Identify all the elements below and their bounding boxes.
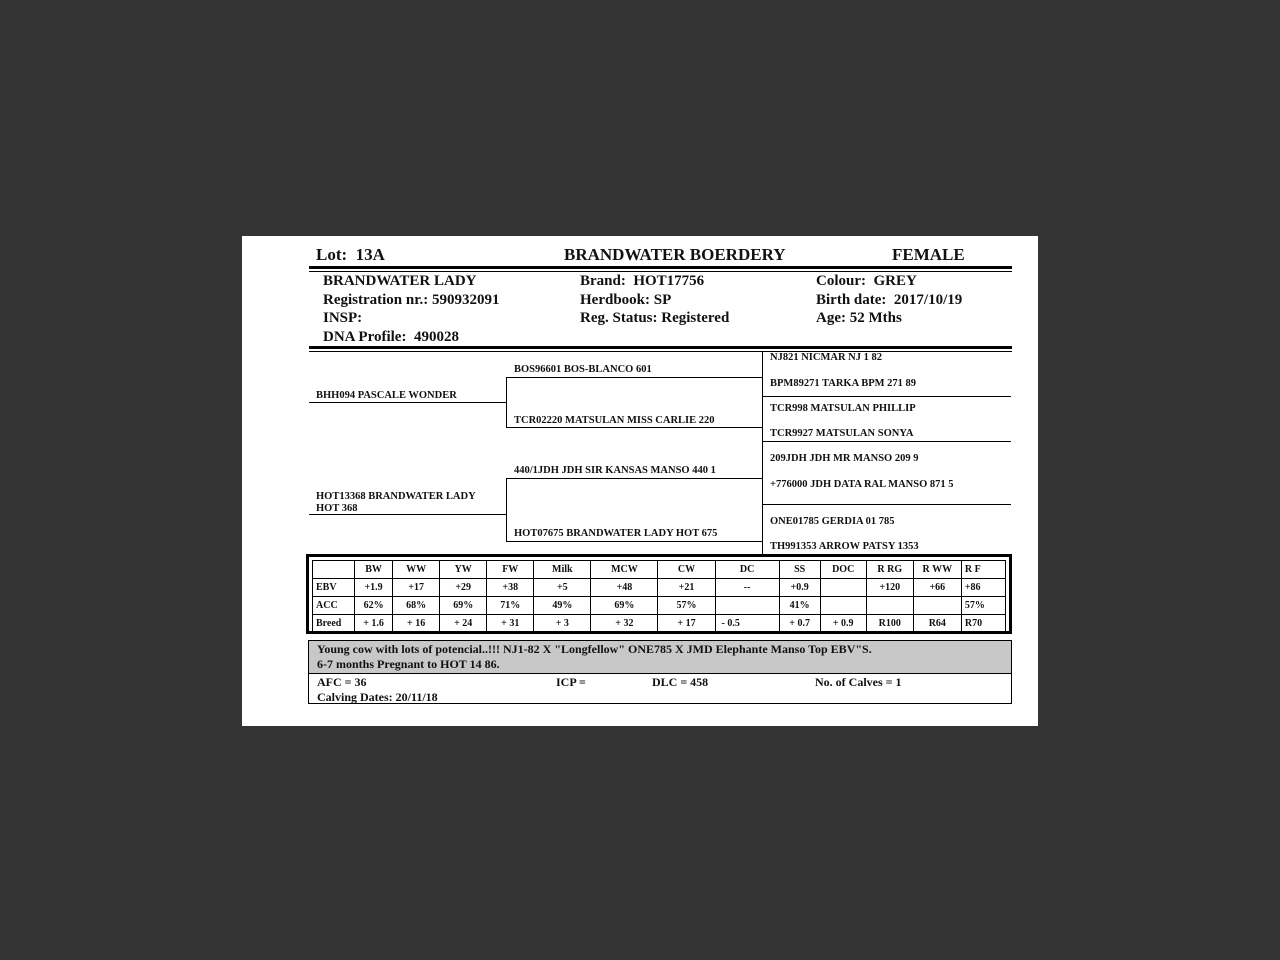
ebv-cell: +21 [658,579,715,597]
animal-info-middle [580,272,729,328]
calving-stats [309,674,1011,704]
breed-cell: + 1.6 [355,615,393,633]
animal-info-right [816,272,962,328]
acc-cell: 57% [658,597,715,615]
calving-dates: Calving Dates: 20/11/18 [317,690,438,704]
ggp-sep-3 [762,504,1011,505]
ebv-col-header: R RG [866,561,913,579]
notes-box [308,640,1012,704]
ebv-col-header: BW [355,561,393,579]
ebv-cell: +66 [913,579,961,597]
ebv-table [312,560,1006,633]
ggp-name: TH991353 ARROW PATSY 1353 [770,541,919,552]
acc-cell: 71% [487,597,534,615]
breed-row-label: Breed [313,615,355,633]
ggp-name: TCR998 MATSULAN PHILLIP [770,403,916,414]
ebv-table-frame [306,554,1012,634]
no-of-calves: No. of Calves = 1 [815,675,902,689]
registration-number: Registration nr.: 590932091 [323,291,500,308]
icp: ICP = [556,675,586,689]
sire-dam-name: TCR02220 MATSULAN MISS CARLIE 220 [514,415,715,426]
ggp-sep-1 [762,396,1011,397]
breed-cell: - 0.5 [715,615,779,633]
ss-line [506,377,762,378]
ebv-col-header: YW [440,561,487,579]
acc-cell [913,597,961,615]
ds-line [506,478,762,479]
ebv-cell: +48 [591,579,658,597]
breed-cell: + 24 [440,615,487,633]
breed-cell: R100 [866,615,913,633]
ebv-col-header: WW [393,561,440,579]
brand: Brand: HOT17756 [580,273,705,289]
breed-cell: + 16 [393,615,440,633]
insp: INSP: [323,310,363,326]
dna-profile: DNA Profile: 490028 [323,328,459,345]
ebv-cell: +29 [440,579,487,597]
acc-row-label: ACC [313,597,355,615]
sire-name: BHH094 PASCALE WONDER [316,390,457,401]
breed-cell: + 0.7 [779,615,820,633]
lot-value: 13A [355,245,385,264]
dam-bracket [506,478,507,542]
dam-name: HOT13368 BRANDWATER LADY HOT 368 [316,491,476,514]
herdbook: Herdbook: SP [580,291,672,308]
sex-label: FEMALE [892,245,965,264]
animal-name: BRANDWATER LADY [323,273,477,289]
acc-cell: 41% [779,597,820,615]
dam-dam-name: HOT07675 BRANDWATER LADY HOT 675 [514,528,718,539]
info-rule [309,346,1012,349]
ggp-divider [762,352,763,556]
ebv-cell: +1.9 [355,579,393,597]
ebv-col-header: DC [715,561,779,579]
ebv-cell: +86 [961,579,1005,597]
breed-cell: + 17 [658,615,715,633]
dam-sire-name: 440/1JDH JDH SIR KANSAS MANSO 440 1 [514,465,716,476]
sire-sire-name: BOS96601 BOS-BLANCO 601 [514,364,652,375]
ebv-col-header: R WW [913,561,961,579]
acc-cell: 69% [440,597,487,615]
ggp-name: NJ821 NICMAR NJ 1 82 [770,352,882,363]
breed-cell: + 32 [591,615,658,633]
acc-cell: 57% [961,597,1005,615]
ebv-col-header: CW [658,561,715,579]
afc: AFC = 36 [317,675,367,689]
reg-status: Reg. Status: Registered [580,310,730,326]
acc-cell: 68% [393,597,440,615]
ebv-cell: +17 [393,579,440,597]
acc-cell [866,597,913,615]
breed-cell: + 3 [534,615,591,633]
ebv-cell: +120 [866,579,913,597]
ggp-sep-2 [762,441,1011,442]
ebv-cell: -- [715,579,779,597]
breed-row [313,615,1006,633]
animal-info-left [323,272,500,346]
breeder-name: BRANDWATER BOERDERY [564,245,786,264]
comment-box [309,641,1011,674]
lot-number [316,245,385,265]
ebv-col-header: Milk [534,561,591,579]
acc-cell: 69% [591,597,658,615]
ebv-cell: +38 [487,579,534,597]
age: Age: 52 Mths [816,310,902,326]
acc-row [313,597,1006,615]
birth-date: Birth date: 2017/10/19 [816,291,963,308]
colour: Colour: GREY [816,273,917,289]
ggp-name: 209JDH JDH MR MANSO 209 9 [770,453,919,464]
ebv-cell: +0.9 [779,579,820,597]
breed-cell: + 31 [487,615,534,633]
ebv-col-header: SS [779,561,820,579]
header-rule [309,266,1012,269]
ebv-col-header: R F [961,561,1005,579]
ggp-name: BPM89271 TARKA BPM 271 89 [770,378,917,389]
sire-bracket [506,377,507,428]
ebv-col-header: MCW [591,561,658,579]
ebv-header-row [313,561,1006,579]
ebv-col-header: DOC [820,561,866,579]
ebv-row-label: EBV [313,579,355,597]
ggp-name: TCR9927 MATSULAN SONYA [770,428,914,439]
ebv-cell: +5 [534,579,591,597]
breed-cell: R70 [961,615,1005,633]
dd-line [506,541,762,542]
sire-line [309,402,506,403]
ebv-row [313,579,1006,597]
ebv-col-header [313,561,355,579]
dlc: DLC = 458 [652,675,709,689]
comment-line: Young cow with lots of potencial..!!! NJ1-82 X "Longfellow" ONE785 X JMD Elephante Manso Top EBV"S. [317,642,872,656]
pedigree-sheet [242,236,1038,726]
sd-line [506,427,762,428]
lot-label: Lot: [316,245,348,264]
acc-cell [715,597,779,615]
ggp-name: ONE01785 GERDIA 01 785 [770,516,895,527]
acc-cell [820,597,866,615]
comment-line: 6-7 months Pregnant to HOT 14 86. [317,657,500,671]
info-rule-thin [309,351,1012,352]
ebv-col-header: FW [487,561,534,579]
acc-cell: 62% [355,597,393,615]
ebv-cell [820,579,866,597]
ggp-name: +776000 JDH DATA RAL MANSO 871 5 [770,479,954,490]
breed-cell: R64 [913,615,961,633]
breed-cell: + 0.9 [820,615,866,633]
acc-cell: 49% [534,597,591,615]
